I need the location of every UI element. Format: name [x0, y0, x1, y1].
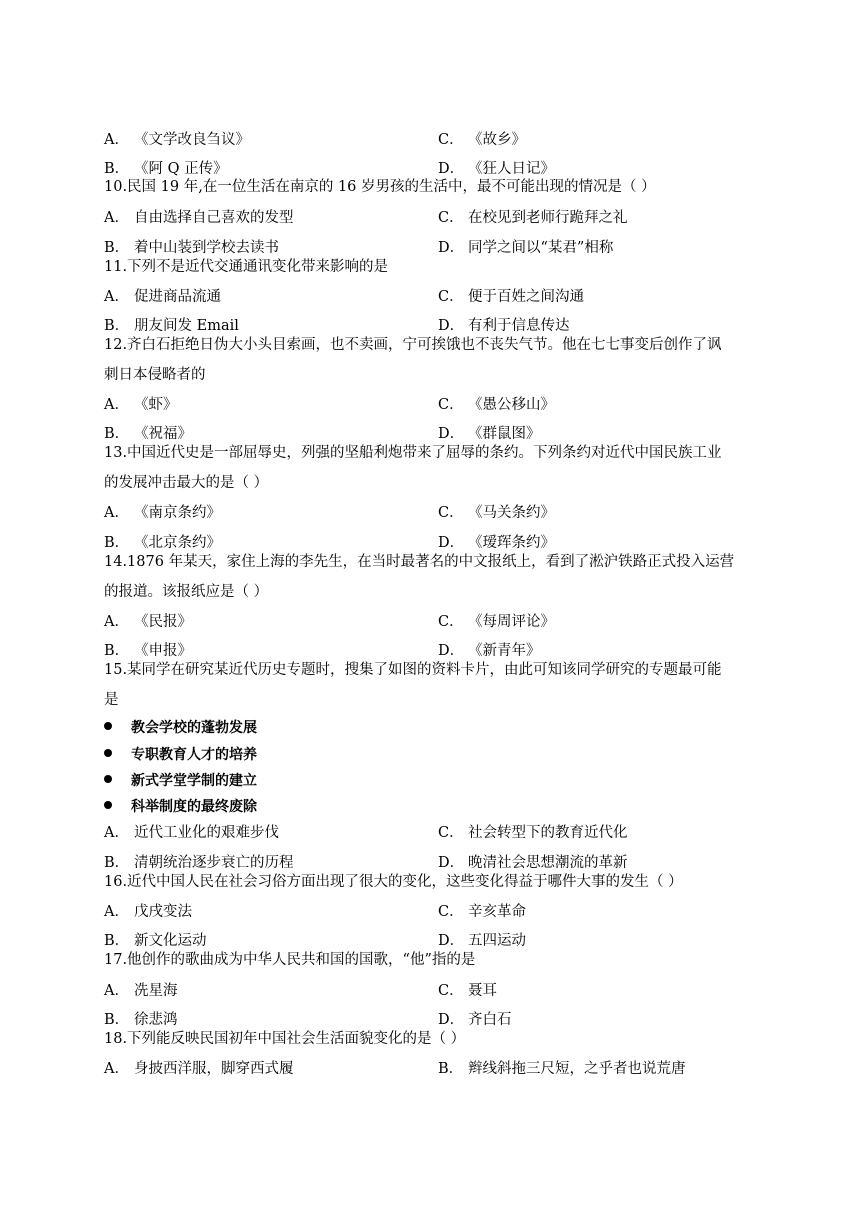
- q15-option-c: C． 社会转型下的教育近代化: [438, 825, 628, 841]
- q15-option-d: D． 晚清社会思想潮流的革新: [438, 855, 628, 871]
- q18-option-a: A． 身披西洋服，脚穿西式履: [104, 1061, 294, 1077]
- q11-option-d: D． 有利于信息传达: [438, 318, 570, 334]
- q9-option-b: B． 《阿 Q 正传》: [104, 161, 228, 177]
- q11-option-b: B． 朋友间发 Email: [104, 318, 239, 334]
- q16-option-d: D． 五四运动: [438, 933, 526, 949]
- q14-option-c: C． 《每周评论》: [438, 614, 555, 630]
- q15-option-b: B． 清朝统治逐步衰亡的历程: [104, 855, 294, 871]
- q12-stem-cont: 刺日本侵略者的: [104, 367, 206, 383]
- q15-card-item: 教会学校的蓬勃发展: [104, 719, 257, 737]
- q18-stem: 18.下列能反映民国初年中国社会生活面貌变化的是（ ）: [104, 1031, 466, 1047]
- q13-stem: 13.中国近代史是一部屈辱史，列强的坚船利炮带来了屈辱的条约。下列条约对近代中国民族工业: [104, 445, 722, 461]
- q17-option-a: A． 冼星海: [104, 983, 178, 999]
- q10-option-b: B． 着中山装到学校去读书: [104, 240, 279, 256]
- q15-card-item: 新式学堂学制的建立: [104, 772, 257, 790]
- q10-option-d: D． 同学之间以“某君”相称: [438, 240, 614, 256]
- q16-option-c: C． 辛亥革命: [438, 904, 526, 920]
- q11-option-a: A． 促进商品流通: [104, 289, 221, 305]
- q16-stem: 16.近代中国人民在社会习俗方面出现了很大的变化，这些变化得益于哪件大事的发生（ ）: [104, 874, 683, 890]
- q15-card-item: 科举制度的最终废除: [104, 798, 257, 816]
- q15-option-a: A． 近代工业化的艰难步伐: [104, 825, 279, 841]
- q13-option-c: C． 《马关条约》: [438, 505, 555, 521]
- q13-option-b: B． 《北京条约》: [104, 535, 221, 551]
- q16-option-b: B． 新文化运动: [104, 933, 207, 949]
- q12-option-c: C． 《愚公移山》: [438, 397, 555, 413]
- q18-option-b: B． 辫线斜拖三尺短，之乎者也说荒唐: [438, 1061, 686, 1077]
- q14-stem-cont: 的报道。该报纸应是（ ）: [104, 584, 269, 600]
- q15-card-item: 专职教育人才的培养: [104, 746, 257, 764]
- q12-option-b: B． 《祝福》: [104, 426, 192, 442]
- q14-option-b: B． 《申报》: [104, 643, 192, 659]
- q17-stem: 17.他创作的歌曲成为中华人民共和国的国歌，“他”指的是: [104, 952, 476, 968]
- q12-stem: 12.齐白石拒绝日伪大小头目索画，也不卖画，宁可挨饿也不丧失气节。他在七七事变后创作了讽: [104, 337, 722, 353]
- q14-option-a: A． 《民报》: [104, 614, 192, 630]
- bullet-icon: [104, 775, 112, 783]
- q14-stem: 14.1876 年某天，家住上海的李先生，在当时最著名的中文报纸上，看到了淞沪铁路正式投入运营: [104, 554, 735, 570]
- q12-option-d: D． 《群鼠图》: [438, 426, 541, 442]
- q15-stem: 15.某同学在研究某近代历史专题时，搜集了如图的资料卡片，由此可知该同学研究的专题最可能: [104, 662, 722, 678]
- q13-option-a: A． 《南京条约》: [104, 505, 221, 521]
- q10-stem: 10.民国 19 年,在一位生活在南京的 16 岁男孩的生活中，最不可能出现的情况是（ ）: [104, 179, 656, 195]
- q15-stem-cont: 是: [104, 692, 119, 708]
- q16-option-a: A． 戊戌变法: [104, 904, 192, 920]
- q10-option-a: A． 自由选择自己喜欢的发型: [104, 210, 294, 226]
- q14-option-d: D． 《新青年》: [438, 643, 541, 659]
- q11-option-c: C． 便于百姓之间沟通: [438, 289, 584, 305]
- bullet-icon: [104, 749, 112, 757]
- bullet-icon: [104, 801, 112, 809]
- q13-option-d: D． 《瑷珲条约》: [438, 535, 555, 551]
- q17-option-c: C． 聂耳: [438, 983, 497, 999]
- q10-option-c: C． 在校见到老师行跪拜之礼: [438, 210, 628, 226]
- bullet-icon: [104, 722, 112, 730]
- q9-option-a: A． 《文学改良刍议》: [104, 132, 250, 148]
- q11-stem: 11.下列不是近代交通通讯变化带来影响的是: [104, 259, 389, 275]
- q17-option-b: B． 徐悲鸿: [104, 1012, 178, 1028]
- q9-option-d: D． 《狂人日记》: [438, 161, 555, 177]
- q12-option-a: A． 《虾》: [104, 397, 178, 413]
- q13-stem-cont: 的发展冲击最大的是（ ）: [104, 475, 269, 491]
- q9-option-c: C． 《故乡》: [438, 132, 526, 148]
- q17-option-d: D． 齐白石: [438, 1012, 512, 1028]
